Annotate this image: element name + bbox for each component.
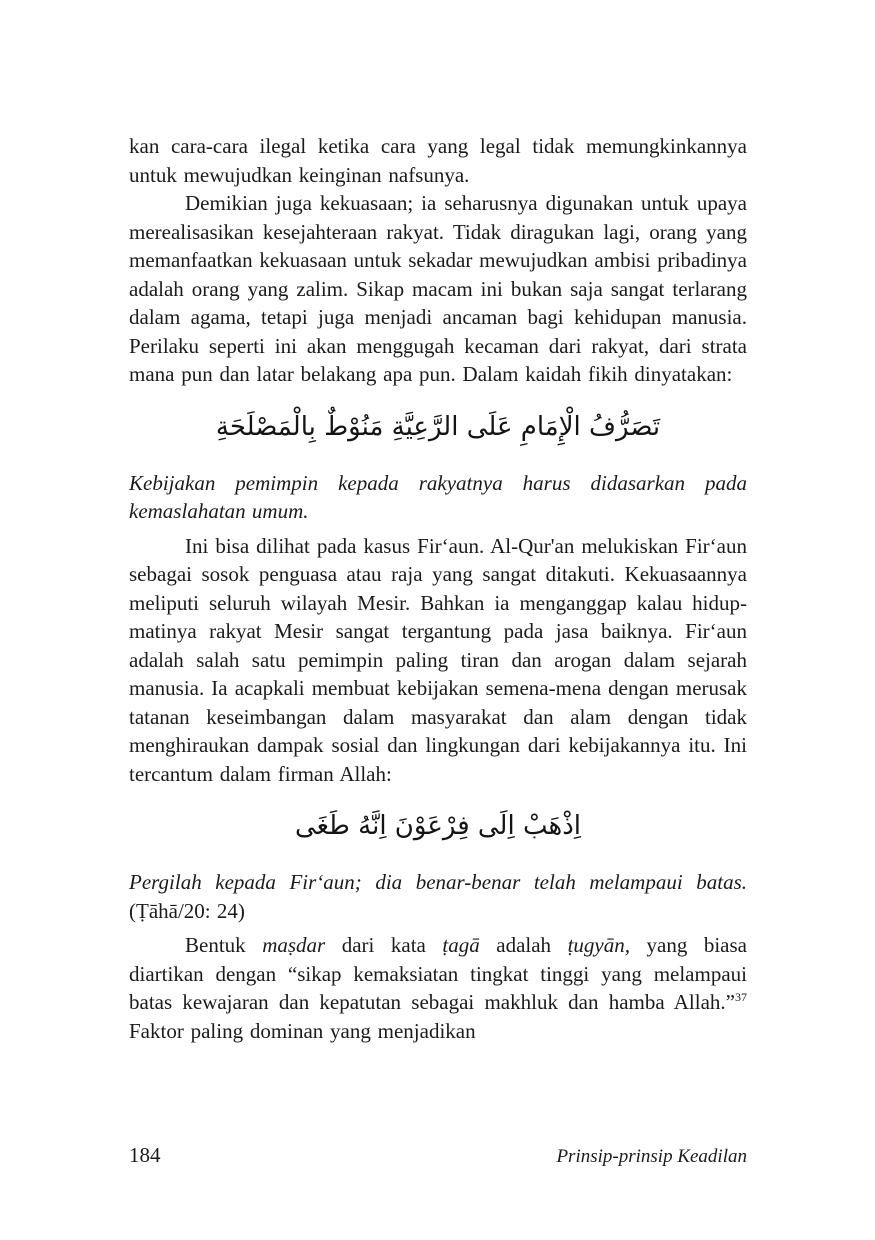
page-footer — [129, 1143, 747, 1168]
translation-taha: Pergilah kepada Fir‘aun; dia benar-benar telah melampaui batas. (Ṭāhā/20: 24) — [129, 870, 747, 923]
paragraph-firaun: Ini bisa dilihat pada kasus Fir‘aun. Al-Qur'an melukiskan Fir‘aun sebagai sosok penguasa atau raja yang sangat ditakuti. Kekuasaannya meliputi seluruh wilayah Mesir. Bahkan ia menganggap kalau hidup-matinya rakyat Mesir sangat tergantung pada jasa baiknya. Fir‘aun adalah salah satu pemimpin paling tiran dan arogan dalam sejarah manusia. Ia acapkali membuat kebijakan semena-mena dengan merusak tatanan keseimbangan dalam masyarakat dan alam dengan tidak menghiraukan dampak sosial dan lingkungan dari kebijakannya itu. Ini tercantum dalam firman Allah: — [129, 533, 747, 786]
paragraph-masdar: Bentuk maṣdar dari kata ṭagā adalah ṭugyān, yang biasa diartikan dengan “sikap kemaksiatan tingkat tinggi yang melampaui batas kewajaran dan kepatutan sebagai makhluk dan hamba Allah.”$^{37}$ Faktor paling dominan yang menjadikan — [129, 933, 747, 1043]
page-content — [129, 132, 747, 1045]
paragraph-kekuasaan: Demikian juga kekuasaan; ia seharusnya digunakan untuk upaya merealisasikan kesejahteraan rakyat. Tidak diragukan lagi, orang yang memanfaatkan kekuasaan untuk sekadar mewujudkan ambisi pribadinya adalah orang yang zalim. Sikap macam ini bukan saja sangat terlarang dalam agama, tetapi juga menjadi ancaman bagi kehidupan manusia. Perilaku seperti ini akan menggugah kecaman dari rakyat, dari strata mana pun dan latar belakang apa pun. Dalam kaidah fikih dinyatakan: — [129, 191, 747, 386]
arabic-quote-taha: اِذْهَبْ اِلَى فِرْعَوْنَ اِنَّهُ طَغَى — [294, 811, 582, 841]
running-title: Prinsip-prinsip Keadilan — [556, 1146, 747, 1167]
paragraph-continuation: kan cara-cara ilegal ketika cara yang legal tidak memungkinkannya untuk mewujudkan keinginan nafsunya. — [129, 134, 747, 187]
page-number: 184 — [129, 1143, 161, 1167]
arabic-quote-kaidah-fikih: تَصَرُّفُ الْإِمَامِ عَلَى الرَّعِيَّةِ مَنُوْطٌ بِالْمَصْلَحَةِ — [215, 411, 661, 442]
translation-kaidah-fikih: Kebijakan pemimpin kepada rakyatnya harus didasarkan pada kemaslahatan umum. — [129, 470, 747, 523]
